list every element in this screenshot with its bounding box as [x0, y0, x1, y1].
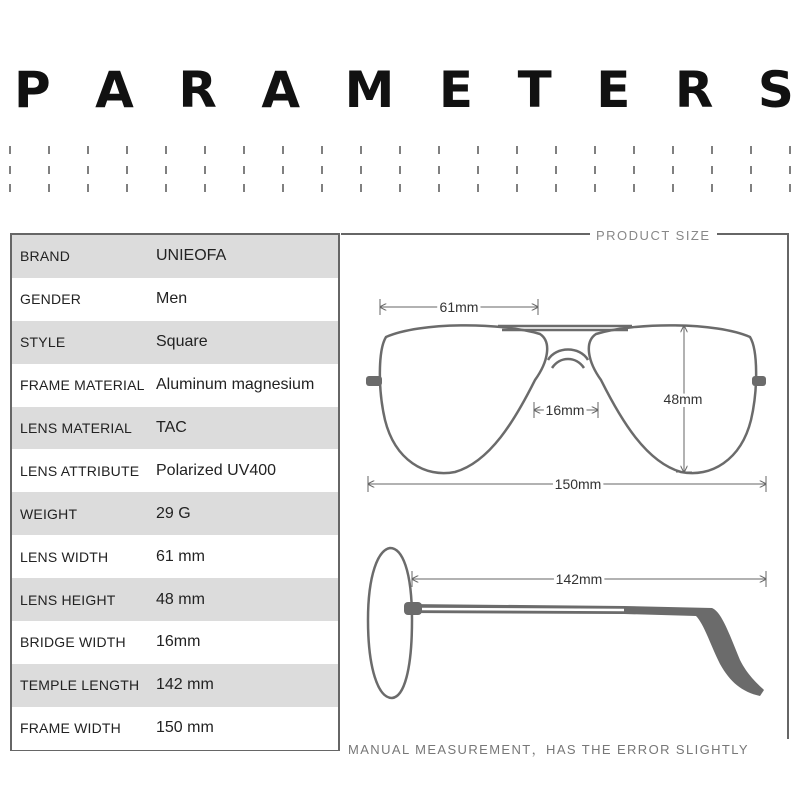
lens-height-label: 48mm — [663, 391, 703, 407]
bridge-width-label: 16mm — [545, 402, 585, 418]
spec-label: BRIDGE WIDTH — [20, 634, 126, 651]
spec-label: BRAND — [20, 248, 71, 265]
title-letter: S — [757, 61, 794, 119]
product-size-label: PRODUCT SIZE — [590, 228, 717, 243]
title-letter: A — [95, 61, 134, 119]
spec-label: STYLE — [20, 334, 66, 351]
spec-label: LENS ATTRIBUTE — [20, 462, 140, 479]
spec-value: 142 mm — [156, 676, 214, 694]
title-letter: M — [344, 61, 395, 119]
spec-value: Men — [156, 290, 188, 308]
spec-label: FRAME MATERIAL — [20, 377, 145, 394]
spec-value: 29 G — [156, 504, 191, 522]
spec-label: LENS HEIGHT — [20, 591, 116, 608]
spec-value: Polarized UV400 — [156, 461, 277, 479]
spec-value: 48 mm — [156, 590, 205, 608]
spec-value: Aluminum magnesium — [156, 376, 315, 394]
title-letter: R — [674, 61, 714, 119]
spec-value: 150 mm — [156, 719, 214, 737]
bridge-inner — [552, 359, 584, 368]
spec-label: LENS WIDTH — [20, 548, 109, 565]
spec-label: WEIGHT — [20, 505, 78, 522]
left-lens — [380, 325, 547, 473]
temple-length-label: 142mm — [555, 571, 603, 587]
temple-arm — [406, 604, 764, 696]
left-hinge — [366, 376, 382, 386]
right-hinge — [752, 376, 766, 386]
spec-label: LENS MATERIAL — [20, 420, 133, 436]
title-letter: A — [261, 61, 301, 119]
side-lens — [368, 548, 412, 698]
title-letter: T — [517, 61, 552, 119]
spec-value: Square — [156, 333, 208, 351]
side-hinge — [404, 602, 422, 615]
spec-label: GENDER — [20, 291, 82, 308]
spec-label: TEMPLE LENGTH — [20, 677, 140, 694]
title-letter: E — [596, 61, 631, 119]
spec-value: UNIEOFA — [156, 247, 227, 265]
lens-width-label: 61mm — [439, 299, 479, 315]
title-letter: E — [438, 61, 474, 119]
spec-label: FRAME WIDTH — [20, 720, 121, 737]
spec-value: 16mm — [156, 633, 201, 651]
spec-value: 61 mm — [156, 547, 205, 565]
measurement-note: MANUAL MEASUREMENT，HAS THE ERROR SLIGHTLY — [348, 742, 749, 757]
spec-value: TAC — [156, 419, 187, 436]
title-letter: R — [178, 61, 217, 119]
title-letter: P — [14, 61, 51, 119]
frame-width-label: 150mm — [554, 476, 602, 492]
